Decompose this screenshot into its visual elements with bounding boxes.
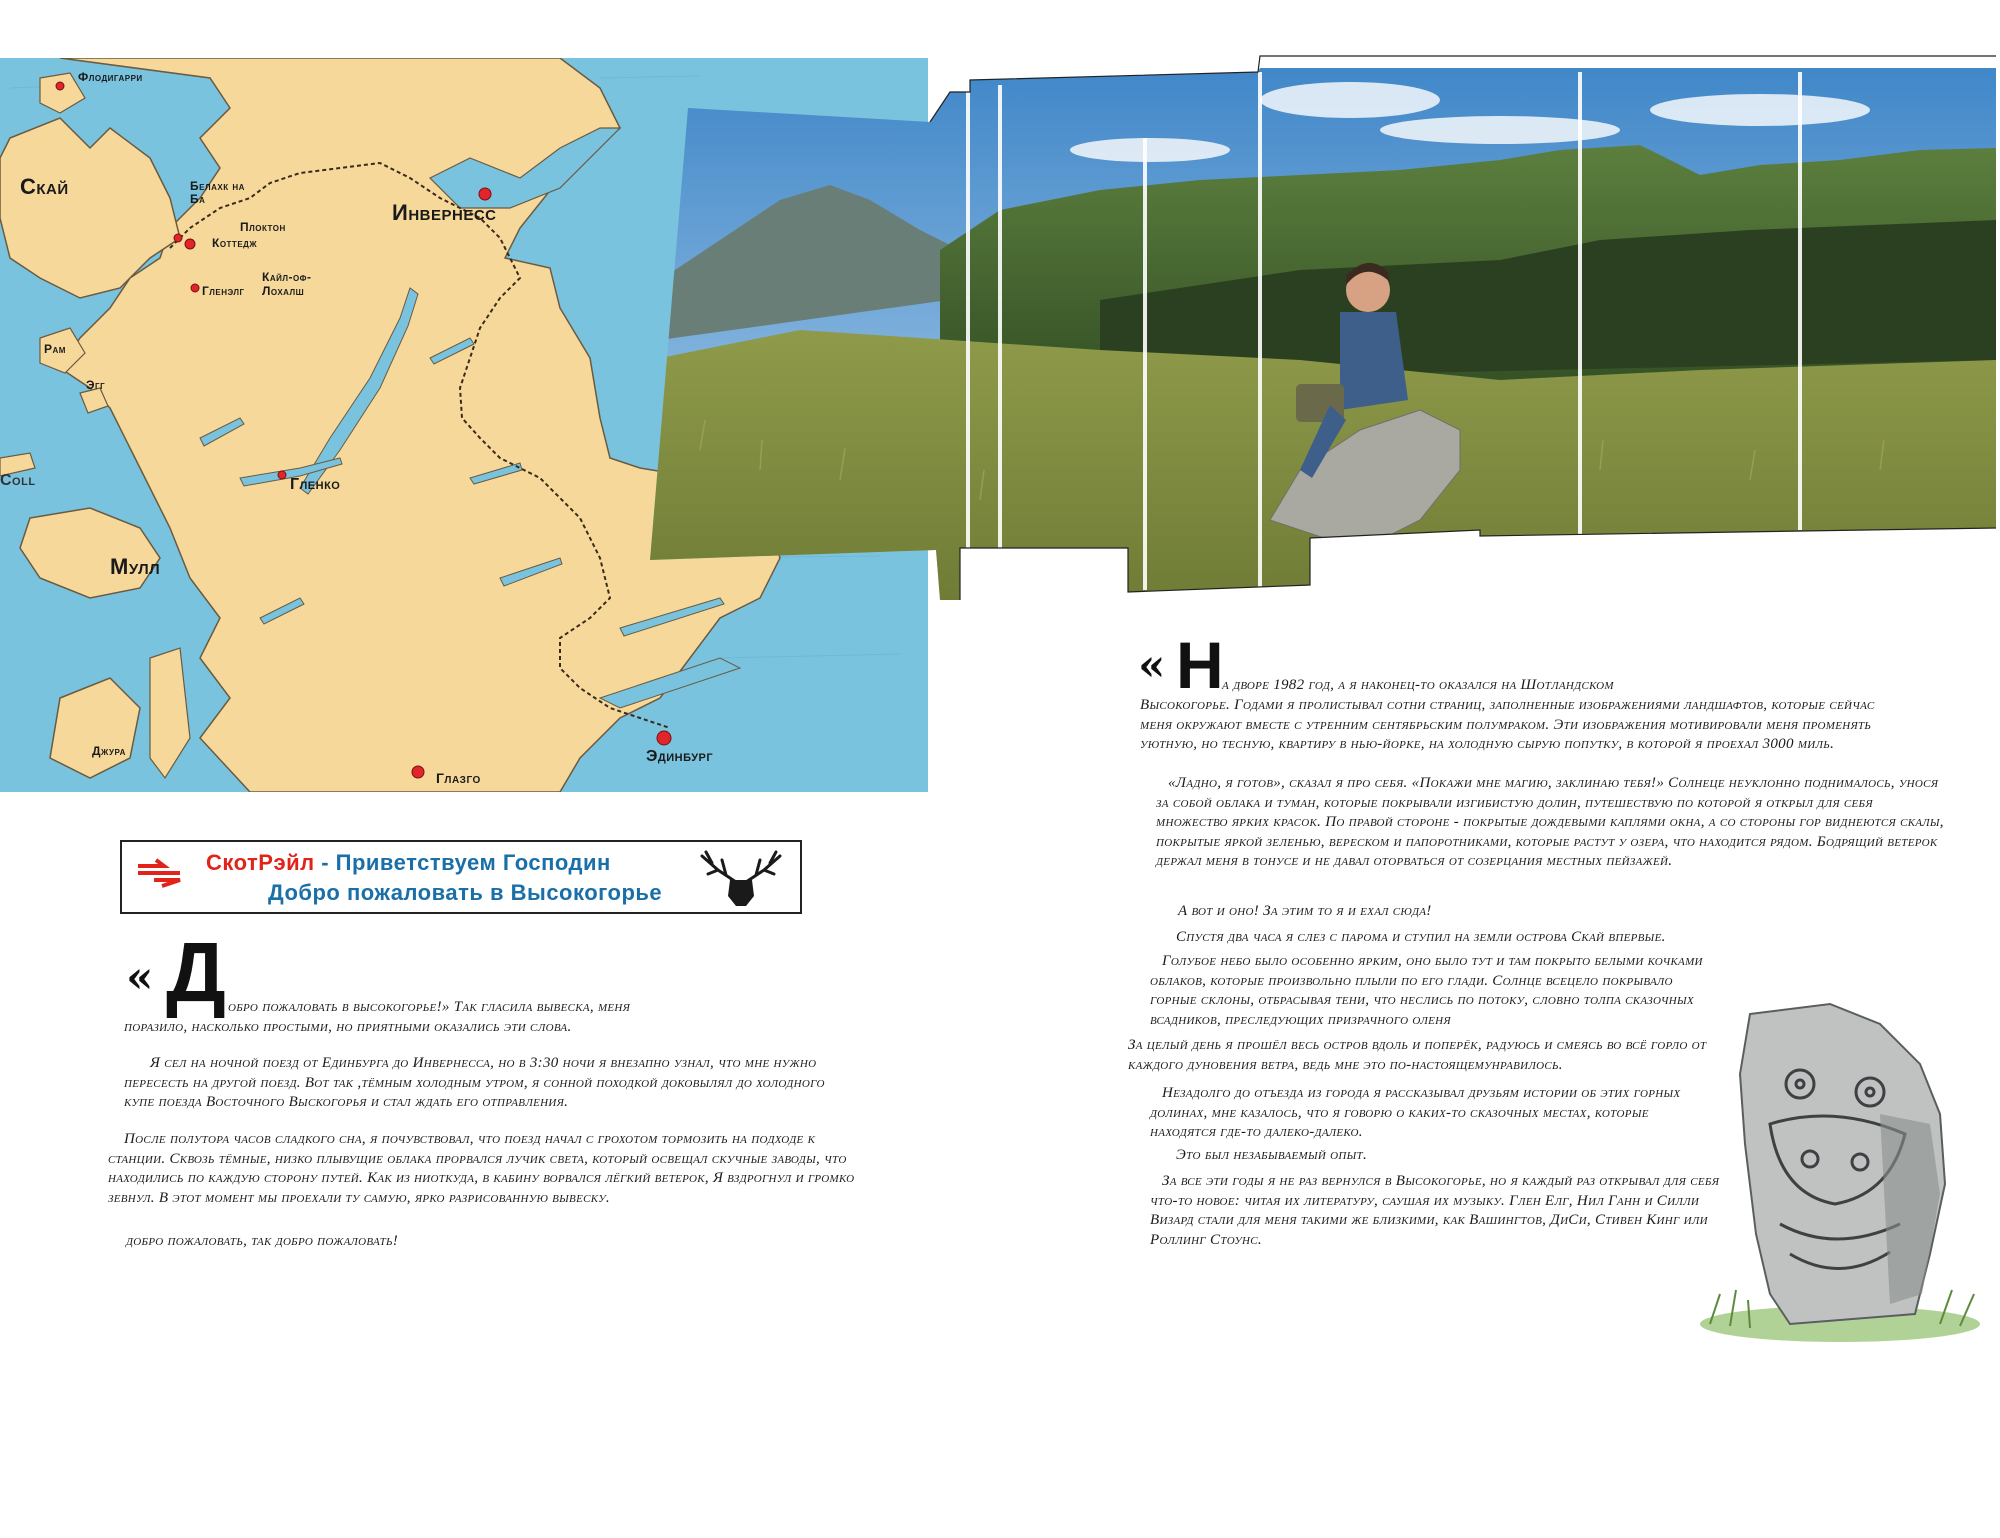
left-p2: Я сел на ночной поезд от Единбурга до Инвернесса, но в 3:30 ночи я внезапно узнал, что мне нужно пересесть на другой поезд. Вот так ,тёмным холодным утром, я сонной походкой доковылял до холодного купе поезда Восточного Выскогорья и стал ждать его отправления. <box>124 1055 825 1110</box>
left-p1-rest: поразило, насколько простыми, но приятными оказались эти слова. <box>124 1019 572 1035</box>
place-edinburgh: Эдинбург <box>646 748 714 765</box>
right-drop-cap: Н <box>1176 628 1224 702</box>
place-kyle: Кайл-оф-Лохалш <box>262 270 312 298</box>
place-skye: Скай <box>20 174 69 199</box>
place-eigg: Эгг <box>86 378 106 392</box>
right-p5: Голубое небо было особенно ярким, оно было тут и там покрыто белыми кочками облаков, которые произвольно плыли по его глади. Солнце всецело покрывало горные склоны, отбрасывая тени, что неслись по потоку, словно толпа сказочных всадников, преследующих призрачного оленя <box>1150 953 1703 1028</box>
place-jura: Джура <box>92 744 126 758</box>
right-open-quote: « <box>1138 640 1166 691</box>
left-open-quote: « <box>126 952 154 1003</box>
stag-head-icon <box>696 848 786 910</box>
right-p3: А вот и оно! За этим то я и ехал сюда! <box>1178 903 1432 919</box>
right-p8: Это был незабываемый опыт. <box>1176 1147 1368 1163</box>
right-p6: За целый день я прошёл весь остров вдоль и поперёк, радуюсь и смеясь во всё горло от каждого дуновения ветра, ведь мне это по-настоящемунравилось. <box>1128 1037 1707 1073</box>
place-mull: Мулл <box>110 554 161 579</box>
place-glencoe: Гленко <box>290 476 341 493</box>
left-p3: После полутора часов сладкого сна, я почувствовал, что поезд начал с грохотом тормозить на подходе к станции. Сквозь тёмные, низко плывущие облака прорвался лучик света, который освещал скучные заводы, что находились по каждую сторону путей. Как из ниоткуда, в кабину ворвался лёгкий ветерок, Я вздрогнул и громко зевнул. В этот момент мы проехали ту самую, ярко разрисованную вывеску. <box>108 1131 855 1206</box>
left-p1-first: обро пожаловать в высокогорье!» Так гласила вывеска, меня <box>228 999 631 1015</box>
hiker-figure <box>1296 263 1408 478</box>
place-glasgow: Глазго <box>436 770 481 786</box>
place-coll: Coll <box>0 472 36 489</box>
banner-line1 <box>206 850 611 876</box>
right-p1-rest: Высокогорье. Годами я пролистывал сотни страниц, заполненные изображениями ландшафтов, которые сейчас меня окружают вместе с утренним сентябрьским полумраком. Эти изображения мотивировали меня променять уютную, но тесную, квартиру в нью-йорке, на холодную сырую попутку, в которой я проехал 3000 миль. <box>1140 697 1875 752</box>
map-drawing <box>0 58 928 792</box>
right-p9: За все эти годы я не раз вернулся в Высокогорье, но я каждый раз открывал для себя что-то новое: читая их литературу, саушая их музыку. Глен Елг, Нил Ганн и Силли Визард стали для меня такими же близкими, как Вашингтов, ДиСи, Стивен Кинг или Роллинг Стоунс. <box>1150 1173 1720 1248</box>
pictish-stone-illustration <box>1690 994 1990 1354</box>
place-glenelg: Гленэлг <box>202 284 245 298</box>
place-cottage: Коттедж <box>212 236 258 250</box>
place-flodigarry: Флодигарри <box>78 70 143 84</box>
british-rail-logo <box>134 858 184 888</box>
place-inverness: Инвернесс <box>392 200 497 225</box>
banner-brand: СкотРэйл <box>206 850 315 875</box>
place-plockton: Плоктон <box>240 220 286 234</box>
left-drop-cap: Д <box>166 925 226 1019</box>
banner-greeting: - Приветствуем Господин <box>314 850 611 875</box>
right-p1-first: а дворе 1982 год, а я наконец-то оказался на Шотландском <box>1222 677 1614 693</box>
scotrail-banner <box>120 840 802 914</box>
banner-line2: Добро пожаловать в Высокогорье <box>268 880 663 905</box>
place-rum: Рам <box>44 342 66 356</box>
left-p4: добро пожаловать, так добро пожаловать! <box>126 1233 399 1249</box>
scotland-map <box>0 58 928 792</box>
place-bealach: Белахк на Ба <box>190 179 245 206</box>
right-p4: Спустя два часа я слез с парома и ступил на земли острова Скай впервые. <box>1176 929 1666 945</box>
right-p2: «Ладно, я готов», сказал я про себя. «Покажи мне магию, заклинаю тебя!» Солнеце неуклонно поднималось, унося за собой облака и туман, которые покрывали изгибистую долин, путешествую по которой я открыл для себя множество ярких красок. По правой стороне - покрытые дождевыми каплями окна, а со стороны гор виднеются скалы, покрытые яркой зеленью, вереском и папоротниками, которые растут у озера, что находится рядом. Бодрящий ветерок держал меня в тонусе и не давал оторваться от созерцания местных пейзажей. <box>1156 775 1944 869</box>
right-p7: Незадолго до отъезда из города я рассказывал друзьям истории об этих горных долинах, мне казалось, что я говорю о каких-то сказочных местах, которые находятся где-то далеко-далеко. <box>1150 1085 1681 1140</box>
